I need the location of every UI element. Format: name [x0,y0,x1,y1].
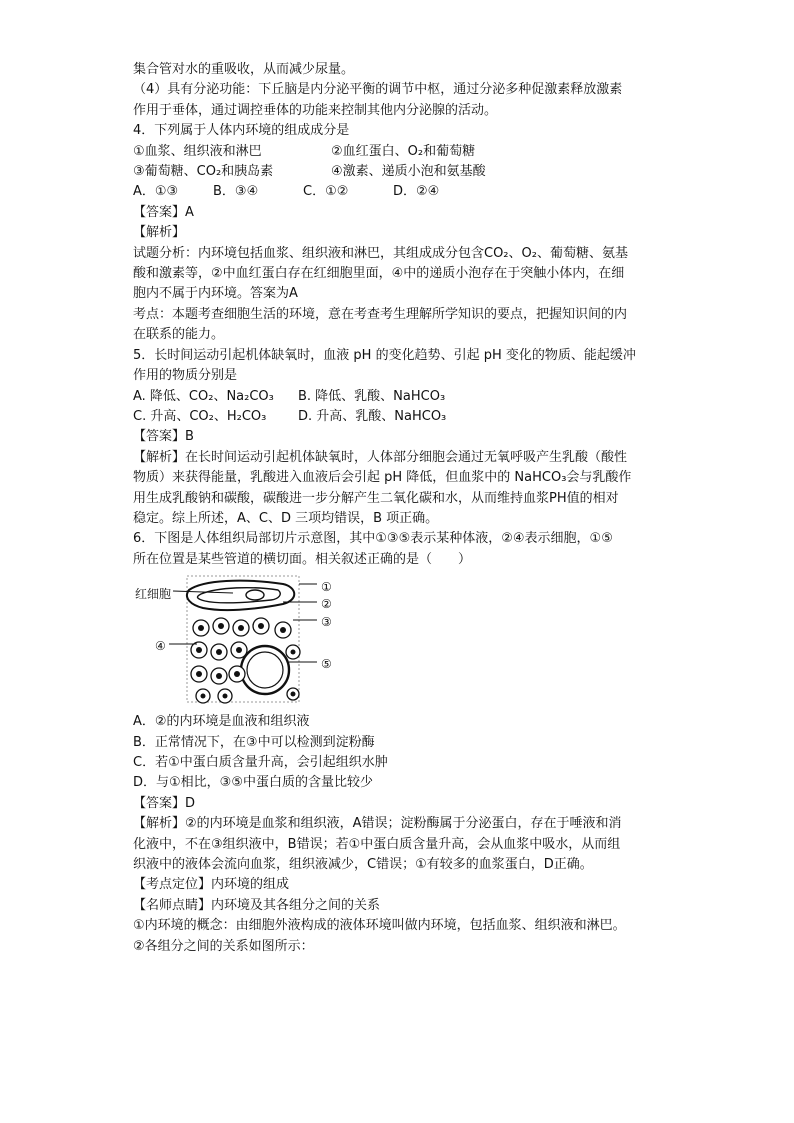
q4-answer: 【答案】A [133,204,194,220]
q5-option-b: B. 降低、乳酸、NaHCO₃ [298,388,446,404]
q5-option-a: A. 降低、CO₂、Na₂CO₃ [133,388,274,404]
q4-item-4: ④激素、递质小泡和氨基酸 [331,164,486,180]
q5-options-row-1 [133,387,673,407]
q4-option-a: A．①③ [133,184,179,200]
figure-label-rbc: 红细胞 [135,587,172,602]
q6-stem-1: 6．下图是人体组织局部切片示意图，其中①③⑤表示某种体液，②④表示细胞，①⑤ [133,531,613,547]
intro-line-3: 作用于垂体，通过调控垂体的功能来控制其他内分泌腺的活动。 [133,102,498,118]
q4-item-2: ②血红蛋白、O₂和葡萄糖 [331,143,476,159]
q4-point-2: 在联系的能力。 [133,327,225,343]
figure-marker-1: ① [321,580,332,595]
tissue-section-drawing [133,574,353,708]
q4-analysis-head: 【解析】 [133,225,186,241]
q4-option-d: D．②④ [393,184,440,200]
q6-option-d: D．与①相比，③⑤中蛋白质的含量比较少 [133,775,373,791]
q4-stem: 4．下列属于人体内环境的组成成分是 [133,123,350,139]
tissue-section-figure [133,574,673,708]
q6-point-1: ①内环境的概念：由细胞外液构成的液体环境叫做内环境，包括血浆、组织液和淋巴。 [133,918,626,934]
q6-analysis-3: 织液中的液体会流向血浆，组织液减少，C错误；①有较多的血浆蛋白，D正确。 [133,857,593,872]
document-page [133,60,673,957]
q4-point-1: 考点：本题考查细胞生活的环境，意在考查考生理解所学知识的要点，把握知识间的内 [133,306,628,322]
q5-option-c: C. 升高、CO₂、H₂CO₃ [133,408,267,424]
q6-option-c: C．若①中蛋白质含量升高，会引起组织水肿 [133,754,388,770]
q6-kaodian: 【考点定位】内环境的组成 [133,877,290,893]
figure-marker-5: ⑤ [321,657,332,672]
q6-analysis-2: 化液中，不在③组织液中，B错误；若①中蛋白质含量升高，会从血浆中吸水，从而组 [133,836,621,852]
q5-analysis-2: 物质）来获得能量，乳酸进入血液后会引起 pH 降低，但血浆中的 NaHCO₃会与乳酸作 [133,470,632,486]
q4-analysis-1: 试题分析：内环境包括血浆、组织液和淋巴，其组成成分包含CO₂、O₂、葡萄糖、氨基 [133,245,628,261]
q6-point-2: ②各组分之间的关系如图所示： [133,938,314,954]
q5-answer: 【答案】B [133,429,194,445]
q4-analysis-3: 胞内不属于内环境。答案为A [133,286,298,302]
q6-option-a: A．②的内环境是血液和组织液 [133,714,310,730]
q4-items-row-1 [133,142,673,162]
q5-analysis-3: 用生成乳酸钠和碳酸，碳酸进一步分解产生二氧化碳和水，从而维持血浆PH值的相对 [133,490,619,506]
q4-item-3: ③葡萄糖、CO₂和胰岛素 [133,164,274,180]
q4-option-b: B．③④ [213,184,259,200]
q5-analysis-4: 稳定。综上所述，A、C、D 三项均错误，B 项正确。 [133,510,439,526]
q4-options [133,182,673,202]
q5-option-d: D. 升高、乳酸、NaHCO₃ [298,408,447,424]
q6-mingshi: 【名师点睛】内环境及其各组分之间的关系 [133,897,381,913]
q5-stem-1: 5．长时间运动引起机体缺氧时，血液 pH 的变化趋势、引起 pH 变化的物质、能起缓冲 [133,347,636,363]
q5-stem-2: 作用的物质分别是 [133,368,238,384]
figure-marker-3: ③ [321,615,332,630]
q4-option-c: C．①② [303,184,349,200]
q4-items-row-2 [133,162,673,182]
intro-line-1: 集合管对水的重吸收，从而减少尿量。 [133,62,355,77]
q4-analysis-2: 酸和激素等，②中血红蛋白存在红细胞里面，④中的递质小泡存在于突触小体内，在细 [133,266,625,282]
q4-item-1: ①血浆、组织液和淋巴 [133,143,262,159]
q5-analysis-1: 【解析】在长时间运动引起机体缺氧时，人体部分细胞会通过无氧呼吸产生乳酸（酸性 [133,449,628,465]
q6-analysis-1: 【解析】②的内环境是血浆和组织液，A错误；淀粉酶属于分泌蛋白，存在于唾液和消 [133,816,622,832]
q6-stem-2: 所在位置是某些管道的横切面。相关叙述正确的是（ ） [133,551,472,567]
q5-options-row-2 [133,407,673,427]
figure-marker-4: ④ [155,639,166,654]
q6-option-b: B．正常情况下，在③中可以检测到淀粉酶 [133,734,375,750]
intro-line-2: （4）具有分泌功能：下丘脑是内分泌平衡的调节中枢，通过分泌多种促激素释放激素 [133,82,623,98]
q6-answer: 【答案】D [133,795,196,811]
figure-marker-2: ② [321,597,332,612]
